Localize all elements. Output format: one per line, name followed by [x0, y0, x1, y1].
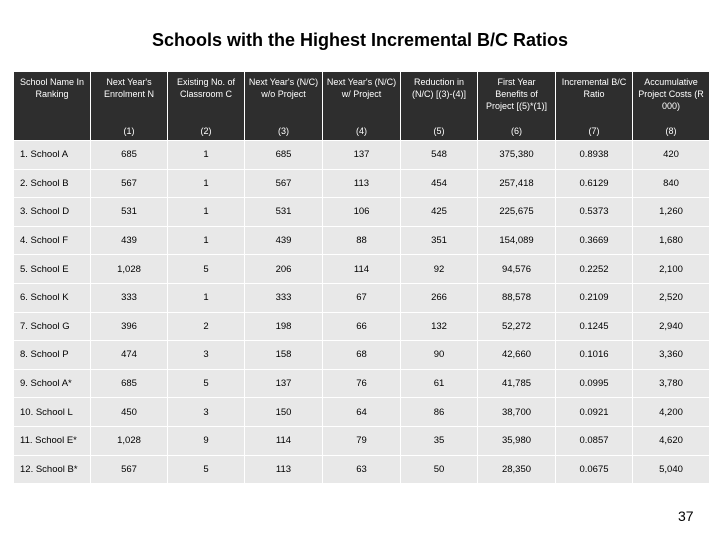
column-header: [401, 72, 477, 140]
table-row: [14, 227, 709, 255]
table-cell: 0.6129: [556, 170, 632, 198]
table-row: [14, 370, 709, 398]
table-row: [14, 284, 709, 312]
table-cell: 158: [245, 341, 322, 369]
table-cell: 79: [323, 427, 400, 455]
table-cell: 52,272: [478, 313, 555, 341]
table-cell: 439: [245, 227, 322, 255]
school-name-cell: 1. School A: [14, 141, 90, 169]
school-name-cell: 5. School E: [14, 255, 90, 283]
table-cell: 106: [323, 198, 400, 226]
column-header-label: Next Year's (N/C) w/ Project: [326, 77, 397, 99]
table-cell: 114: [245, 427, 322, 455]
page-number: 37: [678, 508, 694, 524]
school-name-cell: 11. School E*: [14, 427, 90, 455]
table-cell: 5: [168, 255, 244, 283]
table-cell: 0.8938: [556, 141, 632, 169]
table-cell: 137: [245, 370, 322, 398]
table-cell: 42,660: [478, 341, 555, 369]
table-cell: 474: [91, 341, 167, 369]
table-cell: 450: [91, 398, 167, 426]
table-cell: 0.3669: [556, 227, 632, 255]
table-cell: 0.5373: [556, 198, 632, 226]
column-header-label: Accumulative Project Costs (R 000): [638, 77, 704, 111]
table-row: [14, 170, 709, 198]
table-cell: 63: [323, 456, 400, 484]
table-cell: 1,028: [91, 255, 167, 283]
table-cell: 88,578: [478, 284, 555, 312]
column-header-label: Reduction in (N/C) [(3)-(4)]: [412, 77, 466, 99]
table-cell: 90: [401, 341, 477, 369]
table-cell: 375,380: [478, 141, 555, 169]
table-cell: 206: [245, 255, 322, 283]
school-name-cell: 10. School L: [14, 398, 90, 426]
table-cell: 333: [91, 284, 167, 312]
column-header: [245, 72, 322, 140]
table-cell: 1: [168, 141, 244, 169]
school-name-cell: 12. School B*: [14, 456, 90, 484]
table-cell: 94,576: [478, 255, 555, 283]
table-row: [14, 141, 709, 169]
column-header-number: (8): [665, 126, 677, 136]
table-cell: 333: [245, 284, 322, 312]
table-cell: 225,675: [478, 198, 555, 226]
table-cell: 5: [168, 456, 244, 484]
table-cell: 567: [91, 170, 167, 198]
column-header-label: Existing No. of Classroom C: [176, 77, 236, 99]
table-cell: 1: [168, 170, 244, 198]
table-cell: 76: [323, 370, 400, 398]
table-row: [14, 427, 709, 455]
table-cell: 1: [168, 227, 244, 255]
table-cell: 61: [401, 370, 477, 398]
table-row: [14, 398, 709, 426]
column-header-number: (2): [200, 126, 212, 136]
table-row: [14, 198, 709, 226]
table-cell: 1,028: [91, 427, 167, 455]
table-row: [14, 456, 709, 484]
table-cell: 150: [245, 398, 322, 426]
table-cell: 64: [323, 398, 400, 426]
table-cell: 2,100: [633, 255, 709, 283]
school-name-cell: 4. School F: [14, 227, 90, 255]
bc-ratio-table: [13, 71, 710, 484]
column-header-label: Incremental B/C Ratio: [561, 77, 627, 99]
table-cell: 86: [401, 398, 477, 426]
column-header-label: School Name In Ranking: [19, 77, 85, 99]
table-cell: 5: [168, 370, 244, 398]
table-cell: 5,040: [633, 456, 709, 484]
school-name-cell: 6. School K: [14, 284, 90, 312]
column-header-label: Next Year's (N/C) w/o Project: [248, 77, 319, 99]
table-cell: 567: [245, 170, 322, 198]
table-cell: 113: [245, 456, 322, 484]
table-cell: 114: [323, 255, 400, 283]
table-cell: 266: [401, 284, 477, 312]
column-header: [323, 72, 400, 140]
table-cell: 4,200: [633, 398, 709, 426]
column-header-number: (5): [433, 126, 445, 136]
school-name-cell: 9. School A*: [14, 370, 90, 398]
table-cell: 3: [168, 398, 244, 426]
table-cell: 137: [323, 141, 400, 169]
table-cell: 38,700: [478, 398, 555, 426]
table-cell: 2,940: [633, 313, 709, 341]
table-cell: 41,785: [478, 370, 555, 398]
table-cell: 0.2109: [556, 284, 632, 312]
column-header: [14, 72, 90, 140]
table-cell: 351: [401, 227, 477, 255]
column-header-number: (3): [278, 126, 289, 136]
table-cell: 531: [245, 198, 322, 226]
table-cell: 396: [91, 313, 167, 341]
slide-title: Schools with the Highest Incremental B/C Ratios: [151, 30, 569, 50]
table-cell: 548: [401, 141, 477, 169]
table-cell: 113: [323, 170, 400, 198]
table-cell: 68: [323, 341, 400, 369]
column-header-number: (7): [588, 126, 600, 136]
column-header: [633, 72, 709, 140]
table-cell: 567: [91, 456, 167, 484]
table-cell: 154,089: [478, 227, 555, 255]
column-header-label: First Year Benefits of Project [(5)*(1)]: [485, 77, 547, 111]
table-cell: 3,780: [633, 370, 709, 398]
column-header-label: Next Year's Enrolment N: [103, 77, 155, 99]
table-cell: 454: [401, 170, 477, 198]
table-cell: 0.0921: [556, 398, 632, 426]
column-header: [478, 72, 555, 140]
table-cell: 4,620: [633, 427, 709, 455]
school-name-cell: 2. School B: [14, 170, 90, 198]
table-cell: 0.1245: [556, 313, 632, 341]
table-cell: 88: [323, 227, 400, 255]
table-cell: 2,520: [633, 284, 709, 312]
table-cell: 0.2252: [556, 255, 632, 283]
column-header-number: (1): [123, 126, 135, 136]
table-row: [14, 341, 709, 369]
column-header-number: (4): [356, 126, 367, 136]
table-cell: 0.0995: [556, 370, 632, 398]
table-cell: 3: [168, 341, 244, 369]
table-cell: 425: [401, 198, 477, 226]
table-cell: 257,418: [478, 170, 555, 198]
table-cell: 1,260: [633, 198, 709, 226]
table-cell: 685: [245, 141, 322, 169]
table-cell: 67: [323, 284, 400, 312]
table-cell: 9: [168, 427, 244, 455]
table-cell: 3,360: [633, 341, 709, 369]
table-cell: 840: [633, 170, 709, 198]
table-cell: 0.0675: [556, 456, 632, 484]
table-cell: 1: [168, 284, 244, 312]
table-row: [14, 255, 709, 283]
column-header: [91, 72, 167, 140]
school-name-cell: 8. School P: [14, 341, 90, 369]
table-cell: 50: [401, 456, 477, 484]
table-row: [14, 313, 709, 341]
table-cell: 132: [401, 313, 477, 341]
table-cell: 35,980: [478, 427, 555, 455]
table-cell: 420: [633, 141, 709, 169]
school-name-cell: 3. School D: [14, 198, 90, 226]
column-header: [168, 72, 244, 140]
table-cell: 198: [245, 313, 322, 341]
column-header-number: (6): [511, 126, 522, 136]
table-cell: 0.0857: [556, 427, 632, 455]
table-cell: 685: [91, 141, 167, 169]
school-name-cell: 7. School G: [14, 313, 90, 341]
table-cell: 685: [91, 370, 167, 398]
table-cell: 1,680: [633, 227, 709, 255]
table-cell: 1: [168, 198, 244, 226]
table-cell: 66: [323, 313, 400, 341]
table-cell: 2: [168, 313, 244, 341]
table-cell: 92: [401, 255, 477, 283]
table-cell: 0.1016: [556, 341, 632, 369]
table-cell: 531: [91, 198, 167, 226]
column-header: [556, 72, 632, 140]
table-cell: 28,350: [478, 456, 555, 484]
table-cell: 35: [401, 427, 477, 455]
table-header-row: [14, 72, 709, 140]
table-cell: 439: [91, 227, 167, 255]
